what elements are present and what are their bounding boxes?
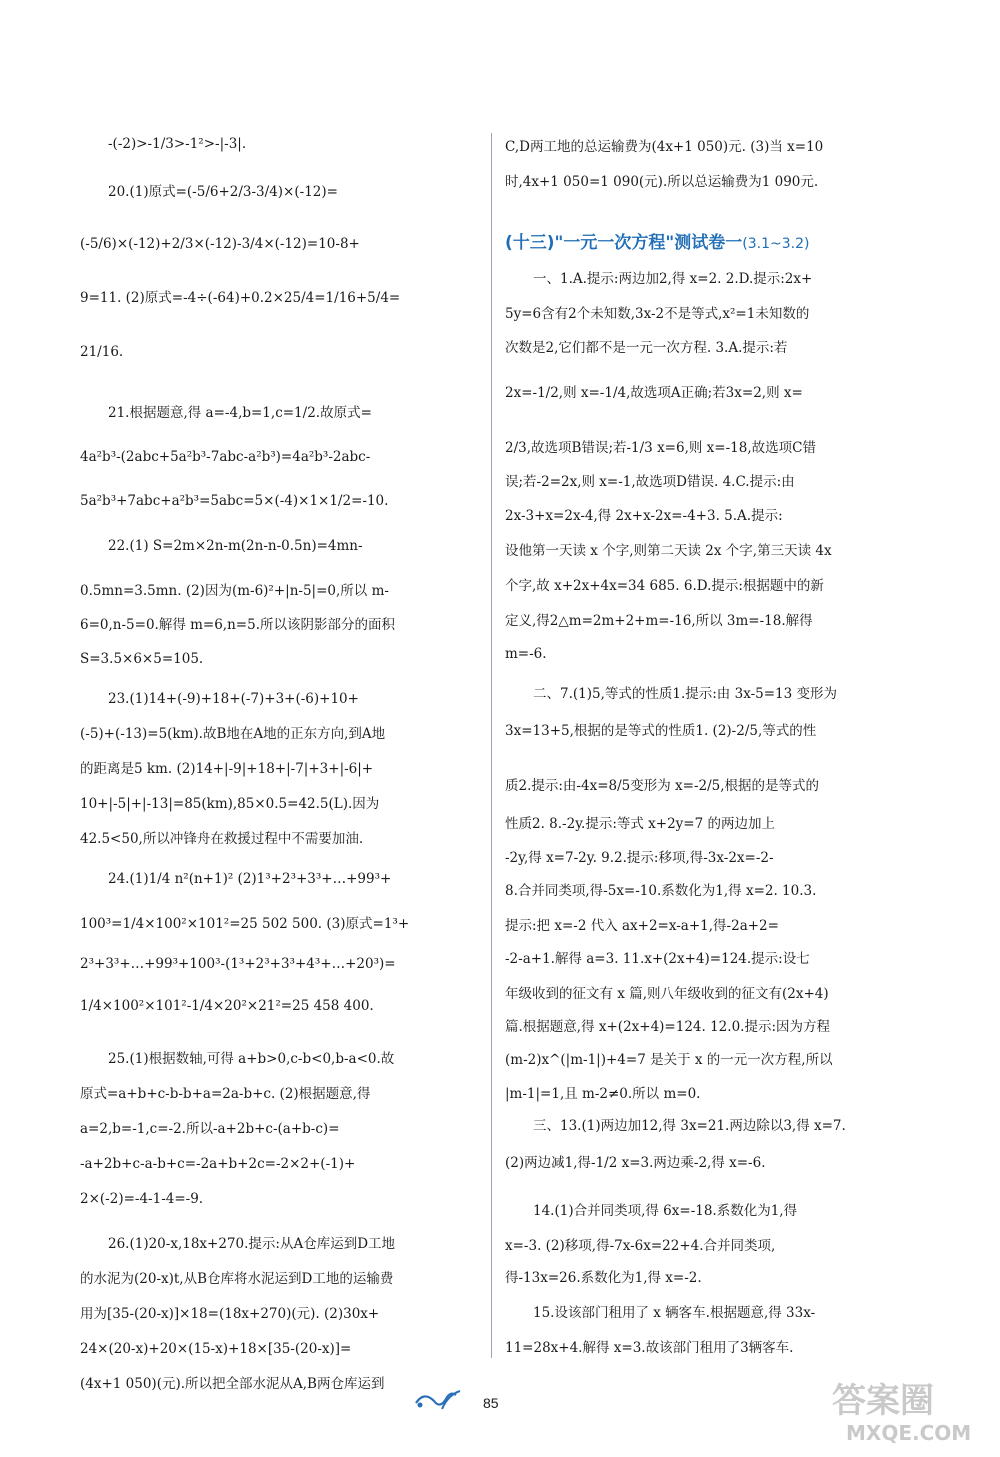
- text-line: 篇.根据题意,得 x+(2x+4)=124. 12.0.提示:因为方程: [505, 1019, 830, 1035]
- text-line: 25.(1)根据数轴,可得 a+b>0,c-b<0,b-a<0.故: [108, 1051, 395, 1067]
- text-line: 年级收到的征文有 x 篇,则八年级收到的征文有(2x+4): [505, 986, 829, 1002]
- text-line: 24.(1)1/4 n²(n+1)² (2)1³+2³+3³+…+99³+: [108, 871, 392, 887]
- text-line: 6=0,n-5=0.解得 m=6,n=5.所以该阴影部分的面积: [80, 617, 395, 633]
- text-line: -a+2b+c-a-b+c=-2a+b+2c=-2×2+(-1)+: [80, 1156, 356, 1172]
- text-line: 10+|-5|+|-13|=85(km),85×0.5=42.5(L).因为: [80, 796, 380, 812]
- text-line: 5y=6含有2个未知数,3x-2不是等式,x²=1未知数的: [505, 306, 810, 322]
- text-line: (m-2)x^(|m-1|)+4=7 是关于 x 的一元一次方程,所以: [505, 1052, 833, 1068]
- text-line: 100³=1/4×100²×101²=25 502 500. (3)原式=1³+: [80, 916, 410, 932]
- text-line: |m-1|=1,且 m-2≠0.所以 m=0.: [505, 1086, 701, 1102]
- text-line: 原式=a+b+c-b-b+a=2a-b+c. (2)根据题意,得: [80, 1086, 371, 1102]
- text-line: 定义,得2△m=2m+2+m=-16,所以 3m=-18.解得: [505, 613, 813, 629]
- text-line: S=3.5×6×5=105.: [80, 651, 204, 667]
- text-line: 得-13x=26.系数化为1,得 x=-2.: [505, 1270, 702, 1286]
- text-line: 0.5mn=3.5mn. (2)因为(m-6)²+|n-5|=0,所以 m-: [80, 583, 389, 599]
- text-line: 15.设该部门租用了 x 辆客车.根据题意,得 33x-: [533, 1305, 816, 1321]
- text-line: 26.(1)20-x,18x+270.提示:从A仓库运到D工地: [108, 1236, 396, 1252]
- text-line: (4x+1 050)(元).所以把全部水泥从A,B两仓库运到: [80, 1376, 385, 1392]
- svg-text:答案圈: 答案圈: [832, 1381, 934, 1421]
- text-line: 2×(-2)=-4-1-4=-9.: [80, 1191, 204, 1207]
- text-line: 21/16.: [80, 344, 124, 360]
- text-line: 23.(1)14+(-9)+18+(-7)+3+(-6)+10+: [108, 691, 359, 707]
- text-line: 个字,故 x+2x+4x=34 685. 6.D.提示:根据题中的新: [505, 578, 824, 594]
- text-line: -2-a+1.解得 a=3. 11.x+(2x+4)=124.提示:设七: [505, 951, 810, 967]
- text-line: m=-6.: [505, 646, 547, 662]
- text-line: 三、13.(1)两边加12,得 3x=21.两边除以3,得 x=7.: [533, 1118, 846, 1134]
- text-line: 9=11. (2)原式=-4÷(-64)+0.2×25/4=1/16+5/4=: [80, 290, 401, 306]
- text-line: 20.(1)原式=(-5/6+2/3-3/4)×(-12)=: [108, 184, 338, 200]
- text-line: 的距离是5 km. (2)14+|-9|+18+|-7|+3+|-6|+: [80, 761, 374, 777]
- text-line: 2x=-1/2,则 x=-1/4,故选项A正确;若3x=2,则 x=: [505, 385, 803, 401]
- text-line: (-5/6)×(-12)+2/3×(-12)-3/4×(-12)=10-8+: [80, 236, 360, 252]
- text-line: 21.根据题意,得 a=-4,b=1,c=1/2.故原式=: [108, 405, 372, 421]
- text-line: 设他第一天读 x 个字,则第二天读 2x 个字,第三天读 4x: [505, 543, 832, 559]
- text-line: 3x=13+5,根据的是等式的性质1. (2)-2/5,等式的性: [505, 723, 817, 739]
- text-line: 22.(1) S=2m×2n-m(2n-n-0.5n)=4mn-: [108, 538, 363, 554]
- text-line: 42.5<50,所以冲锋舟在救援过程中不需要加油.: [80, 831, 364, 847]
- text-line: 提示:把 x=-2 代入 ax+2=x-a+1,得-2a+2=: [505, 918, 779, 934]
- text-line: 11=28x+4.解得 x=3.故该部门租用了3辆客车.: [505, 1340, 794, 1356]
- text-line: 24×(20-x)+20×(15-x)+18×[35-(20-x)]=: [80, 1341, 352, 1357]
- svg-text:MXQE.COM: MXQE.COM: [846, 1421, 972, 1445]
- section-title: [505, 228, 809, 253]
- text-line: 次数是2,它们都不是一元一次方程. 3.A.提示:若: [505, 340, 788, 356]
- text-line: 4a²b³-(2abc+5a²b³-7abc-a²b³)=4a²b³-2abc-: [80, 449, 371, 465]
- column-divider: [491, 133, 492, 1358]
- text-line: (-5)+(-13)=5(km).故B地在A地的正东方向,到A地: [80, 726, 386, 742]
- section-range: (3.1~3.2): [742, 236, 810, 252]
- watermark-logo: [828, 1378, 988, 1446]
- text-line: a=2,b=-1,c=-2.所以-a+2b+c-(a+b-c)=: [80, 1121, 340, 1137]
- page-number: 85: [483, 1395, 499, 1411]
- text-line: (2)两边减1,得-1/2 x=3.两边乘-2,得 x=-6.: [505, 1155, 766, 1171]
- text-line: 误;若-2=2x,则 x=-1,故选项D错误. 4.C.提示:由: [505, 474, 795, 490]
- text-line: -2y,得 x=7-2y. 9.2.提示:移项,得-3x-2x=-2-: [505, 850, 774, 866]
- text-line: -(-2)>-1/3>-1²>-|-3|.: [108, 136, 247, 152]
- text-line: 的水泥为(20-x)t,从B仓库将水泥运到D工地的运输费: [80, 1271, 394, 1287]
- text-line: 14.(1)合并同类项,得 6x=-18.系数化为1,得: [533, 1203, 798, 1219]
- text-line: x=-3. (2)移项,得-7x-6x=22+4.合并同类项,: [505, 1238, 776, 1254]
- text-line: 一、1.A.提示:两边加2,得 x=2. 2.D.提示:2x+: [533, 271, 813, 287]
- text-line: 时,4x+1 050=1 090(元).所以总运输费为1 090元.: [505, 174, 819, 190]
- text-line: 用为[35-(20-x)]×18=(18x+270)(元). (2)30x+: [80, 1306, 380, 1322]
- text-line: 质2.提示:由-4x=8/5变形为 x=-2/5,根据的是等式的: [505, 778, 820, 794]
- text-line: 5a²b³+7abc+a²b³=5abc=5×(-4)×1×1/2=-10.: [80, 493, 389, 509]
- text-line: 2x-3+x=2x-4,得 2x+x-2x=-4+3. 5.A.提示:: [505, 508, 783, 524]
- text-line: 1/4×100²×101²-1/4×20²×21²=25 458 400.: [80, 998, 374, 1014]
- text-line: C,D两工地的总运输费为(4x+1 050)元. (3)当 x=10: [505, 139, 824, 155]
- text-line: 2³+3³+…+99³+100³-(1³+2³+3³+4³+…+20³)=: [80, 956, 396, 972]
- text-line: 2/3,故选项B错误;若-1/3 x=6,则 x=-18,故选项C错: [505, 440, 816, 456]
- text-line: 二、7.(1)5,等式的性质1.提示:由 3x-5=13 变形为: [533, 686, 838, 702]
- section-title-text: (十三)"一元一次方程"测试卷一: [505, 233, 743, 253]
- text-line: 性质2. 8.-2y.提示:等式 x+2y=7 的两边加上: [505, 816, 775, 832]
- text-line: 8.合并同类项,得-5x=-10.系数化为1,得 x=2. 10.3.: [505, 883, 817, 899]
- page-ornament-icon: [412, 1385, 472, 1415]
